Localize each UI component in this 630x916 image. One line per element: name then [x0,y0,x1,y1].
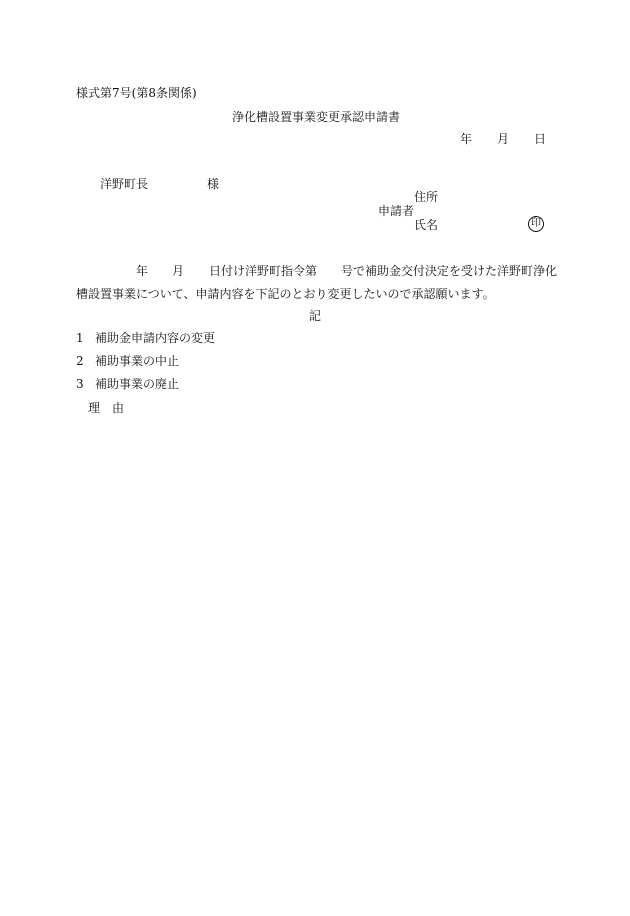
item-text: 補助事業の廃止 [95,377,180,391]
body-line2: 槽設置事業について、申請内容を下記のとおり変更したいので承認願います。 [76,287,495,301]
applicant-label: 申請者 [378,204,415,218]
body-month: 月 [172,264,185,278]
body-line1-text: 日付け洋野町指令第 [209,264,318,278]
name-label: 氏名 [414,218,439,232]
body-year: 年 [136,264,149,278]
item-number: 3 [76,377,84,391]
item-text: 補助事業の中止 [95,354,180,368]
date-year: 年 [460,132,473,146]
body-line1-rest: 号で補助金交付決定を受けた洋野町浄化 [341,264,558,278]
form-number-label: 様式第7号(第8条関係) [76,86,197,100]
date-month: 月 [497,132,510,146]
date-day: 日 [534,132,547,146]
ki-heading: 記 [309,309,322,323]
addressee-honorific: 様 [207,177,220,191]
reason-label: 理 由 [88,401,125,415]
item-number: 2 [76,354,84,368]
item-text: 補助金申請内容の変更 [95,331,216,345]
item-number: 1 [76,331,84,345]
seal-mark: 印 [528,216,544,232]
address-label: 住所 [414,190,439,204]
addressee-name: 洋野町長 [100,177,149,191]
document-title: 浄化槽設置事業変更承認申請書 [232,110,401,124]
